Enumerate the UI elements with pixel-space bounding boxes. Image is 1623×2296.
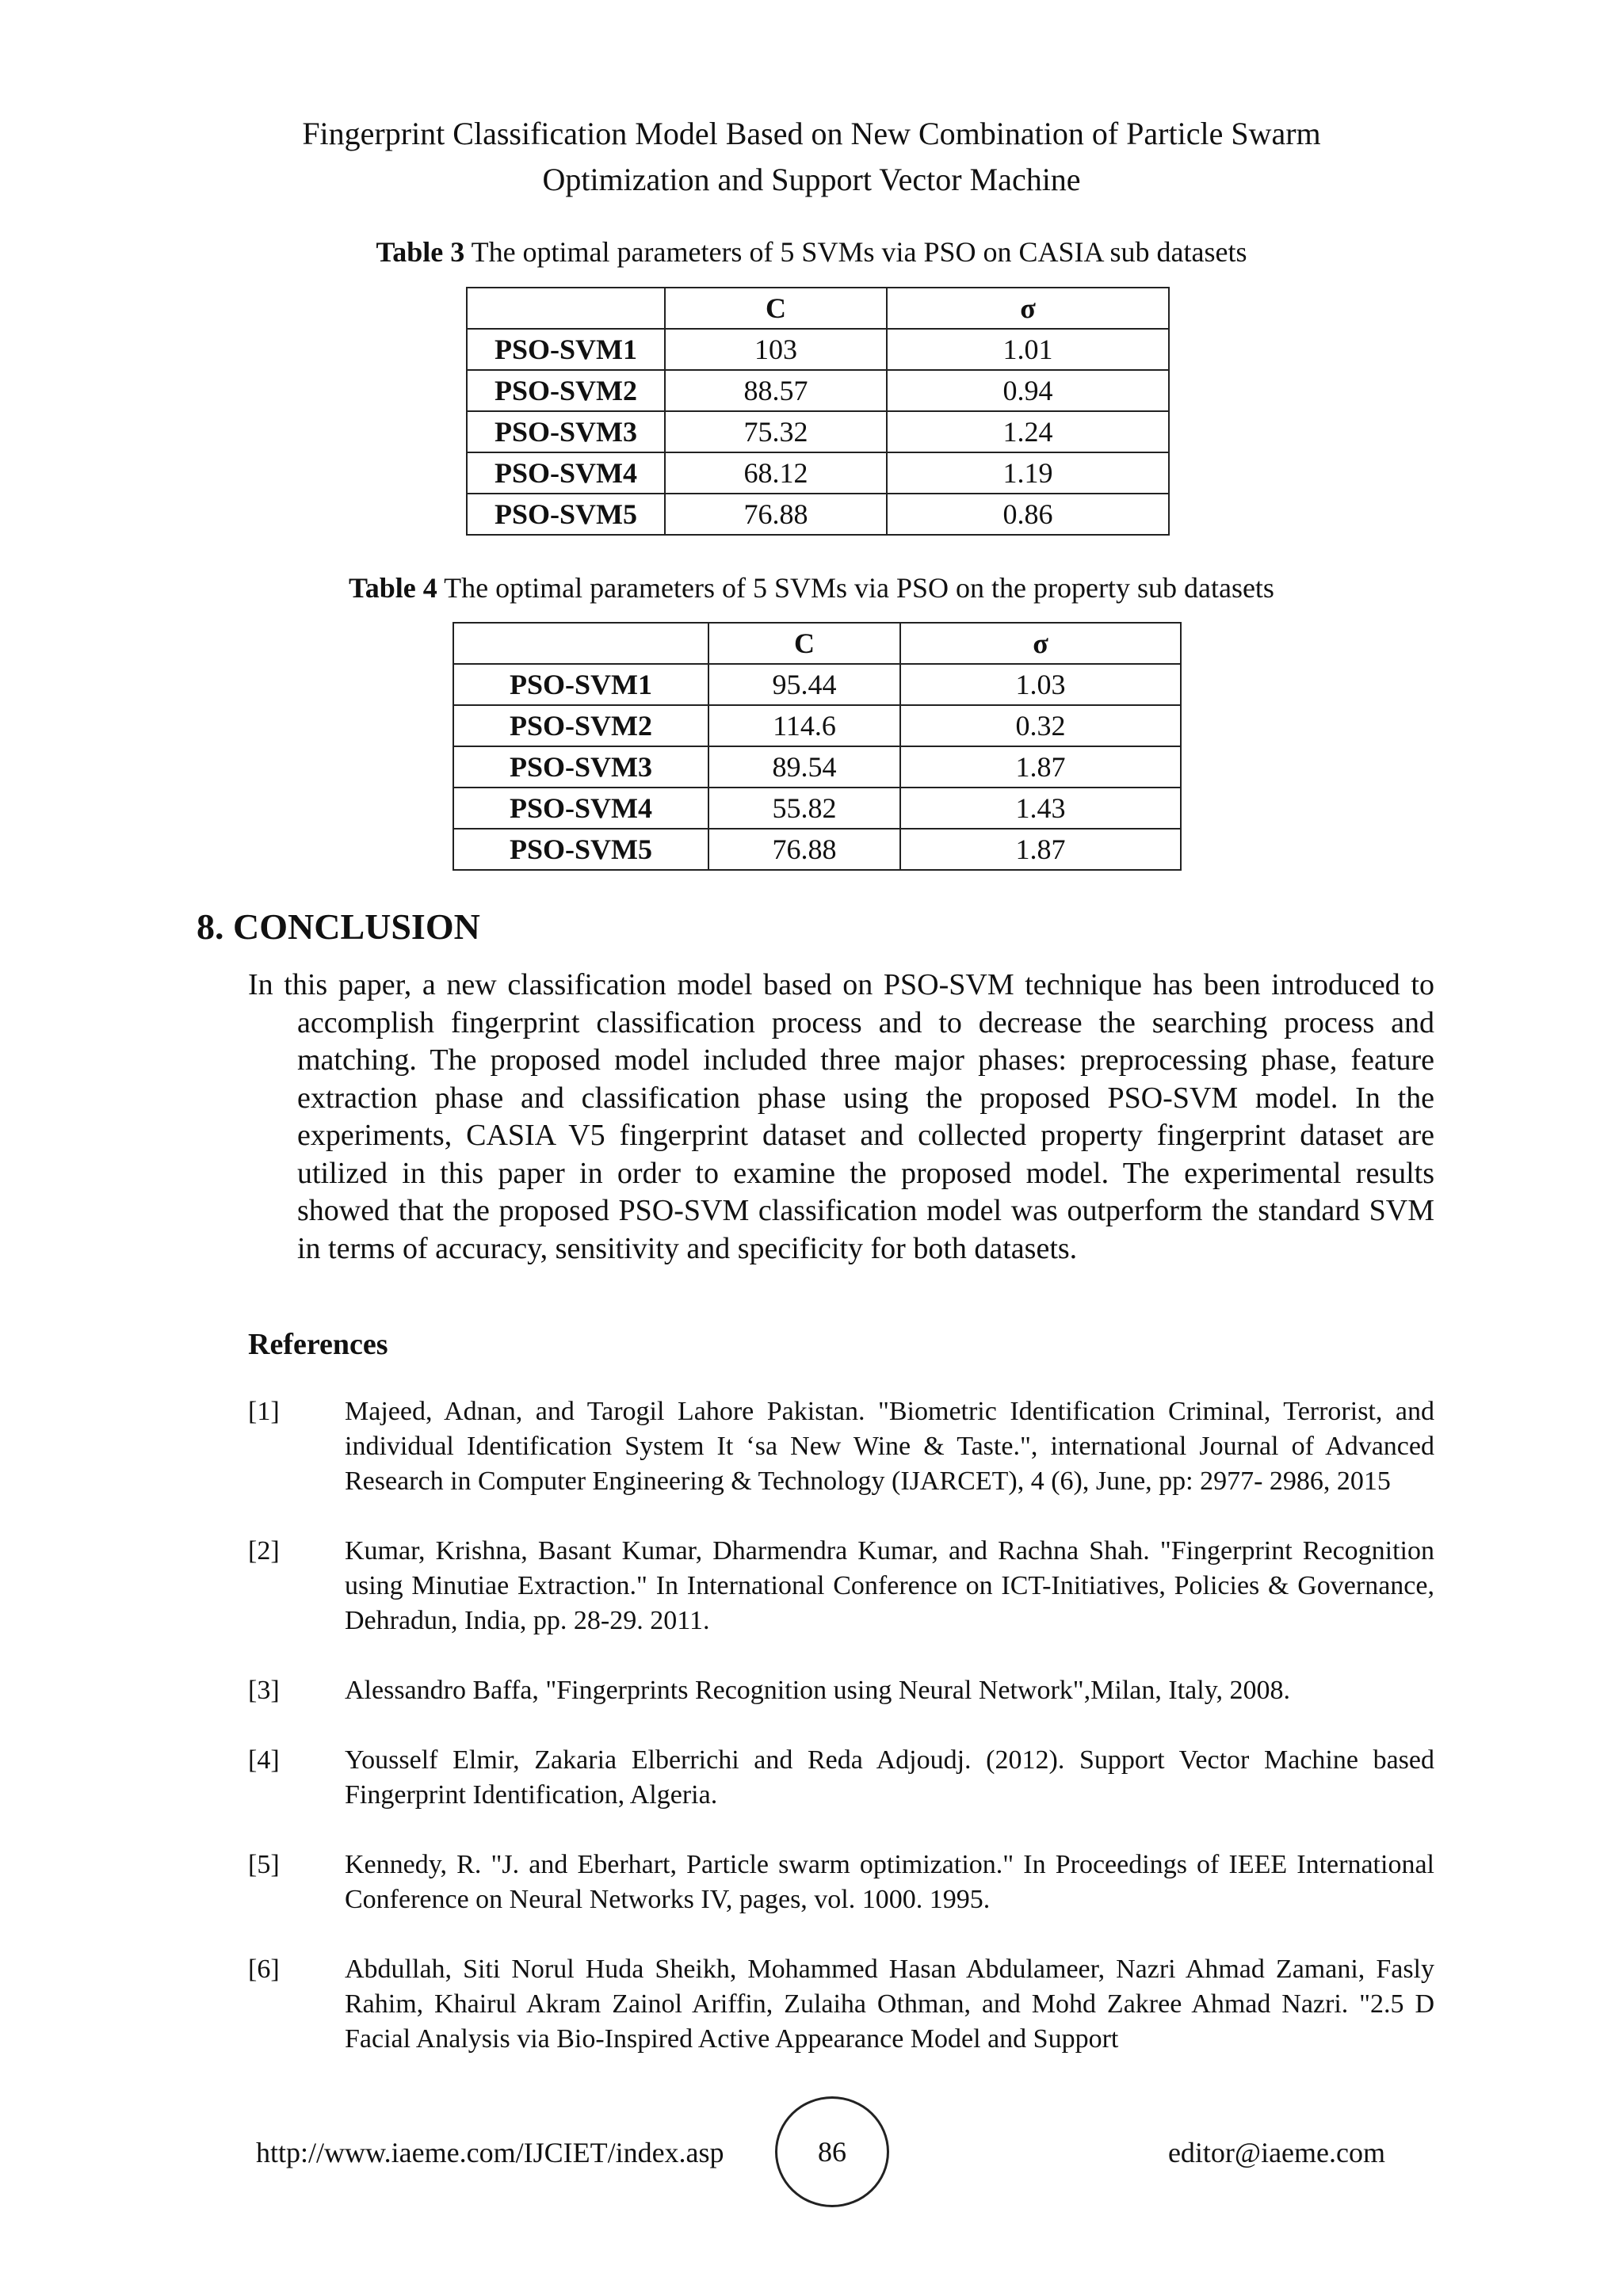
row-label: PSO-SVM4 (453, 788, 708, 829)
row-label: PSO-SVM3 (453, 746, 708, 788)
table-cell: 88.57 (665, 370, 887, 411)
table-row (467, 370, 1169, 411)
reference-text: Abdullah, Siti Norul Huda Sheikh, Mohammed Hasan Abdulameer, Nazri Ahmad Zamani, Fasly Rahim, Khairul Akram Zainol Ariffin, Zulaiha Othman, and Mohd Zakree Ahmad Nazri. "2.5 D Facial Analysis via Bio-Inspired Active Appearance Model and Support (345, 1955, 1434, 2054)
table-3 (466, 287, 1170, 536)
table-cell: 1.19 (887, 452, 1169, 494)
page-number-badge (775, 2096, 889, 2207)
table-row (453, 746, 1181, 788)
reference-number: [3] (248, 1676, 280, 1705)
table-row (467, 494, 1169, 535)
reference-number: [2] (248, 1536, 280, 1566)
column-header: C (665, 288, 887, 329)
table-cell: 1.24 (887, 411, 1169, 452)
table-cell: 68.12 (665, 452, 887, 494)
column-header: σ (887, 288, 1169, 329)
table-cell: 103 (665, 329, 887, 370)
table-row (453, 829, 1181, 870)
running-title-line-1: Fingerprint Classification Model Based on New Combination of Particle Swarm (302, 116, 1321, 151)
table-4-caption (0, 570, 1623, 605)
table-row (467, 329, 1169, 370)
table-3-label: Table 3 (376, 236, 465, 268)
running-title-line-2: Optimization and Support Vector Machine (542, 162, 1081, 197)
reference-number: [5] (248, 1850, 280, 1879)
reference-number: [4] (248, 1745, 280, 1775)
table-cell: 114.6 (708, 705, 900, 746)
reference-text: Alessandro Baffa, "Fingerprints Recognition using Neural Network",Milan, Italy, 2008. (345, 1676, 1290, 1705)
table-4-label: Table 4 (349, 572, 437, 604)
table-row (453, 788, 1181, 829)
row-label: PSO-SVM5 (467, 494, 665, 535)
table-cell: 1.43 (900, 788, 1181, 829)
table-row (467, 452, 1169, 494)
table-cell: 76.88 (665, 494, 887, 535)
table-header-row (467, 288, 1169, 329)
row-label: PSO-SVM5 (453, 829, 708, 870)
row-label: PSO-SVM4 (467, 452, 665, 494)
row-label: PSO-SVM1 (453, 664, 708, 705)
reference-number: [6] (248, 1955, 280, 1984)
section-heading-conclusion: 8. CONCLUSION (197, 906, 480, 947)
footer-journal-link[interactable]: http://www.iaeme.com/IJCIET/index.asp (256, 2137, 724, 2168)
table-4-caption-text: The optimal parameters of 5 SVMs via PSO on the property sub datasets (444, 572, 1274, 604)
page-number: 86 (818, 2136, 846, 2168)
column-header: C (708, 623, 900, 664)
reference-item (248, 1848, 1434, 1917)
table-4 (453, 622, 1182, 871)
table-3-caption (0, 235, 1623, 269)
column-header: σ (900, 623, 1181, 664)
footer-email-link[interactable]: editor@iaeme.com (1167, 2137, 1385, 2168)
reference-number: [1] (248, 1397, 280, 1426)
column-header (453, 623, 708, 664)
reference-text: Kennedy, R. "J. and Eberhart, Particle swarm optimization." In Proceedings of IEEE International Conference on Neural Networks IV, pages, vol. 1000. 1995. (345, 1850, 1434, 1914)
reference-item (248, 1394, 1434, 1499)
table-header-row (453, 623, 1181, 664)
table-row (453, 705, 1181, 746)
reference-item (248, 1534, 1434, 1638)
column-header (467, 288, 665, 329)
table-cell: 89.54 (708, 746, 900, 788)
row-label: PSO-SVM3 (467, 411, 665, 452)
reference-list (248, 1394, 1434, 2092)
reference-item (248, 1952, 1434, 2057)
reference-text: Kumar, Krishna, Basant Kumar, Dharmendra Kumar, and Rachna Shah. "Fingerprint Recognition using Minutiae Extraction." In International Conference on ICT-Initiatives, Policies & Governance, Dehradun, India, pp. 28-29. 2011. (345, 1536, 1434, 1635)
table-cell: 76.88 (708, 829, 900, 870)
row-label: PSO-SVM1 (467, 329, 665, 370)
table-3-caption-text: The optimal parameters of 5 SVMs via PSO on CASIA sub datasets (471, 236, 1247, 268)
reference-text: Majeed, Adnan, and Tarogil Lahore Pakistan. "Biometric Identification Criminal, Terrorist, and individual Identification System It ‘sa New Wine & Taste.", international Journal of Advanced Research in Computer Engineering & Technology (IJARCET), 4 (6), June, pp: 2977- 2986, 2015 (345, 1397, 1434, 1496)
reference-item (248, 1673, 1434, 1708)
table-row (467, 411, 1169, 452)
table-cell: 0.32 (900, 705, 1181, 746)
reference-item (248, 1743, 1434, 1813)
running-title (0, 111, 1623, 203)
row-label: PSO-SVM2 (453, 705, 708, 746)
table-cell: 1.87 (900, 829, 1181, 870)
table-row (453, 664, 1181, 705)
reference-text: Yousself Elmir, Zakaria Elberrichi and Reda Adjoudj. (2012). Support Vector Machine based Fingerprint Identification, Algeria. (345, 1745, 1434, 1810)
conclusion-paragraph: In this paper, a new classification model based on PSO-SVM technique has been introduced to accomplish fingerprint classification process and to decrease the searching process and matching. The proposed model included three major phases: preprocessing phase, feature extraction phase and classification phase using the proposed PSO-SVM model. In the experiments, CASIA V5 fingerprint dataset and collected property fingerprint dataset are utilized in this paper in order to examine the proposed model. The experimental results showed that the proposed PSO-SVM classification model was outperform the standard SVM in terms of accuracy, sensitivity and specificity for both datasets. (248, 968, 1434, 1265)
table-cell: 95.44 (708, 664, 900, 705)
table-cell: 1.01 (887, 329, 1169, 370)
table-cell: 0.86 (887, 494, 1169, 535)
table-cell: 55.82 (708, 788, 900, 829)
references-heading: References (248, 1328, 388, 1361)
table-cell: 1.03 (900, 664, 1181, 705)
table-cell: 0.94 (887, 370, 1169, 411)
row-label: PSO-SVM2 (467, 370, 665, 411)
table-cell: 1.87 (900, 746, 1181, 788)
table-cell: 75.32 (665, 411, 887, 452)
